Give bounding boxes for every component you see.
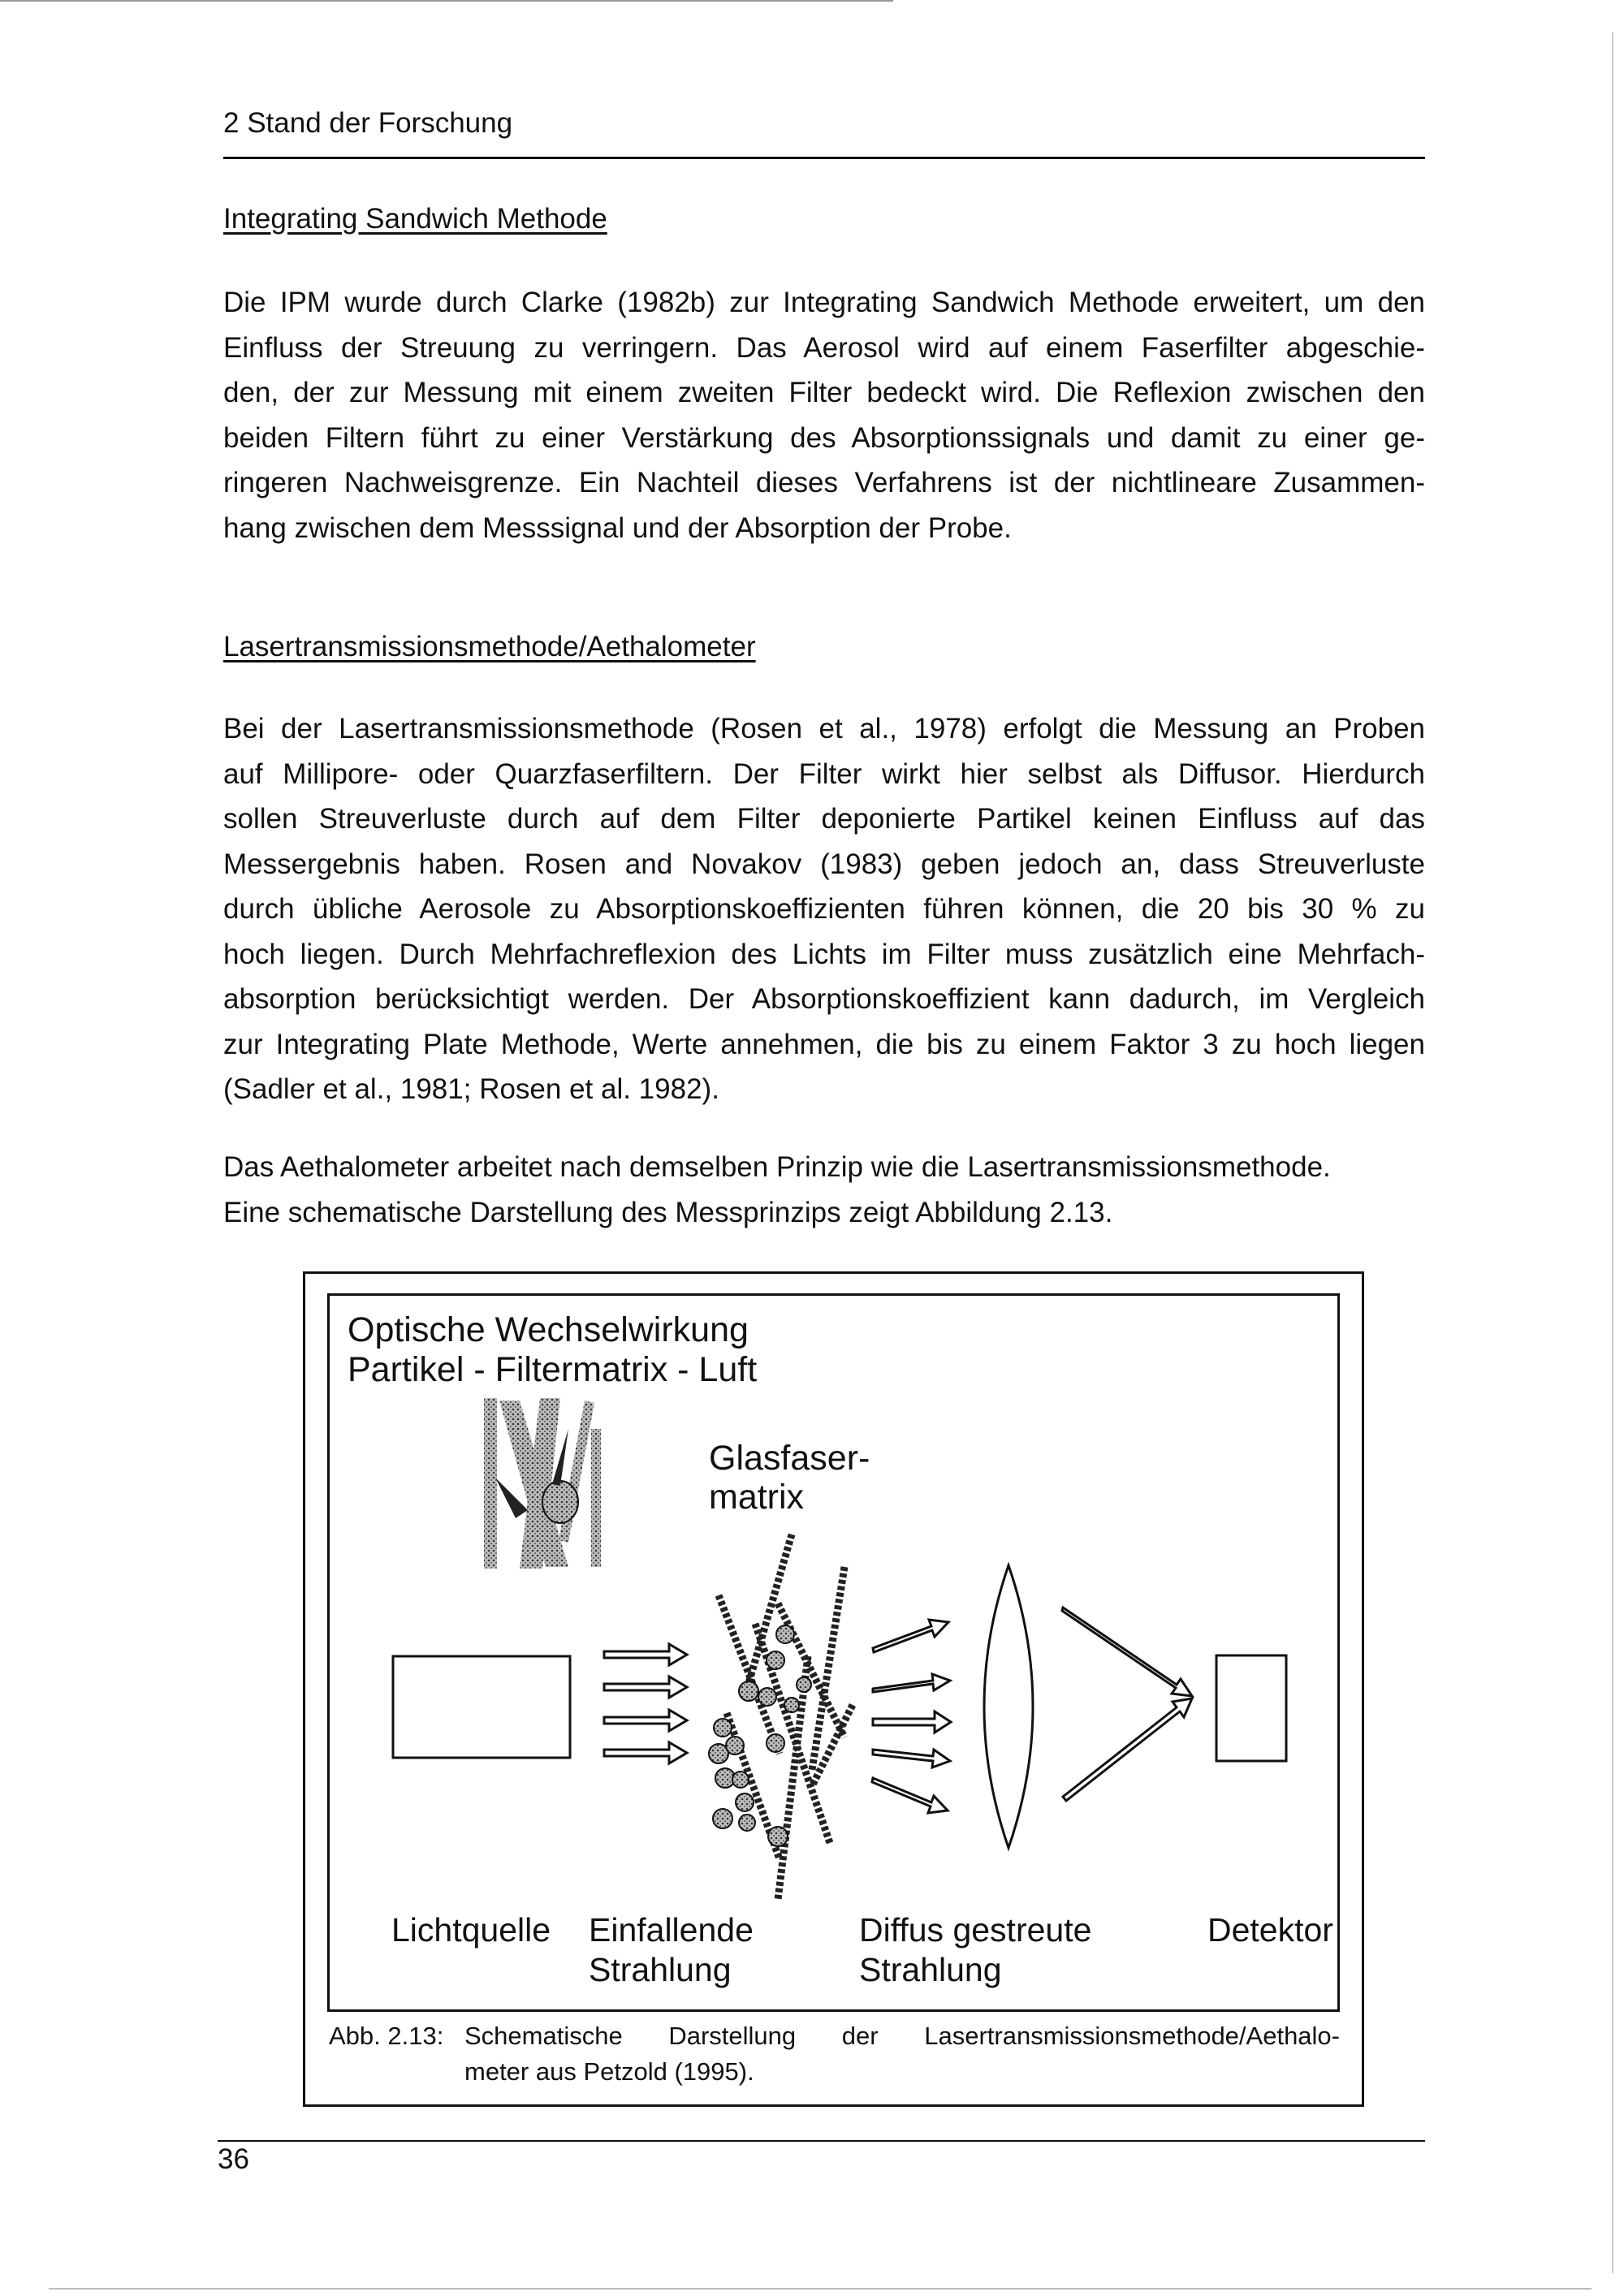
caption-text-line2: meter aus Petzold (1995). (464, 2057, 754, 2086)
text-line: Eine schematische Darstellung des Messprinzips zeigt Abbildung 2.13. (223, 1196, 1113, 1228)
text-line: Das Aethalometer arbeitet nach demselben Prinzip wie die Lasertransmissionsmethode. (223, 1151, 1331, 1183)
fiber-closeup-image (484, 1398, 601, 1569)
label-incident-line1: Einfallende (589, 1911, 754, 1949)
figure-caption (329, 2018, 1340, 2090)
glass-fiber-matrix (709, 1534, 853, 1900)
text-line: (Sadler et al., 1981; Rosen et al. 1982). (223, 1073, 719, 1105)
text-line: hang zwischen dem Messsignal und der Absorption der Probe. (223, 511, 1012, 544)
figure-title-line2: Partikel - Filtermatrix - Luft (348, 1350, 758, 1389)
text-line: Die IPM wurde durch Clarke (1982b) zur Integrating Sandwich Methode erweitert, um den (223, 287, 1425, 318)
scan-edge (49, 2288, 1592, 2290)
caption-label: Abb. 2.13: (329, 2022, 444, 2050)
lens (984, 1565, 1033, 1848)
text-line: Messergebnis haben. Rosen and Novakov (1983) geben jedoch an, dass Streuverluste (223, 848, 1425, 880)
running-header: 2 Stand der Forschung (223, 107, 513, 139)
text-line: auf Millipore- oder Quarzfaserfiltern. Der Filter wirkt hier selbst als Diffusor. Hierdurch (223, 757, 1425, 790)
figure-title-line1: Optische Wechselwirkung (348, 1310, 749, 1349)
footer-rule (218, 2140, 1425, 2142)
label-incident-line2: Strahlung (589, 1951, 732, 1988)
text-line: ringeren Nachweisgrenze. Ein Nachteil dieses Verfahrens ist der nichtlineare Zusammen- (223, 467, 1425, 498)
light-source-box (393, 1656, 570, 1758)
label-scattered-line2: Strahlung (859, 1951, 1002, 1988)
label-scattered-line1: Diffus gestreute (859, 1911, 1092, 1949)
label-light-source: Lichtquelle (391, 1911, 551, 1949)
focused-arrows (1062, 1608, 1192, 1801)
matrix-label-line1: Glasfaser- (709, 1439, 870, 1478)
detector-box (1216, 1655, 1286, 1761)
section-heading-integrating-sandwich: Integrating Sandwich Methode (223, 203, 607, 235)
text-line: den, der zur Messung mit einem zweiten Filter bedeckt wird. Die Reflexion zwischen den (223, 377, 1425, 408)
section-heading-lasertransmission: Lasertransmissionsmethode/Aethalometer (223, 631, 756, 662)
text-line: durch übliche Aerosole zu Absorptionskoeffizienten führen können, die 20 bis 30 % zu (223, 893, 1425, 925)
text-line: Einfluss der Streuung zu verringern. Das Aerosol wird auf einem Faserfilter abgeschie- (223, 331, 1425, 364)
text-line: absorption berücksichtigt werden. Der Absorptionskoeffizient kann dadurch, im Vergleich (223, 983, 1425, 1015)
incident-arrows (604, 1644, 687, 1763)
matrix-label-line2: matrix (709, 1478, 805, 1517)
text-line: beiden Filtern führt zu einer Verstärkung des Absorptionssignals und damit zu einer ge- (223, 421, 1425, 454)
caption-text-line1: Schematische Darstellung der Lasertransmissionsmethode/Aethalo- (464, 2022, 1340, 2050)
text-line: zur Integrating Plate Methode, Werte annehmen, die bis zu einem Faktor 3 zu hoch liegen (223, 1028, 1425, 1060)
text-line: Bei der Lasertransmissionsmethode (Rosen et al., 1978) erfolgt die Messung an Proben (223, 713, 1425, 744)
scattered-arrows (872, 1620, 951, 1813)
label-detector: Detektor (1207, 1911, 1333, 1949)
text-line: sollen Streuverluste durch auf dem Filter deponierte Partikel keinen Einfluss auf das (223, 803, 1425, 835)
page-number: 36 (218, 2143, 249, 2175)
text-line: hoch liegen. Durch Mehrfachreflexion des Lichts im Filter muss zusätzlich eine Mehrfach- (223, 938, 1425, 970)
